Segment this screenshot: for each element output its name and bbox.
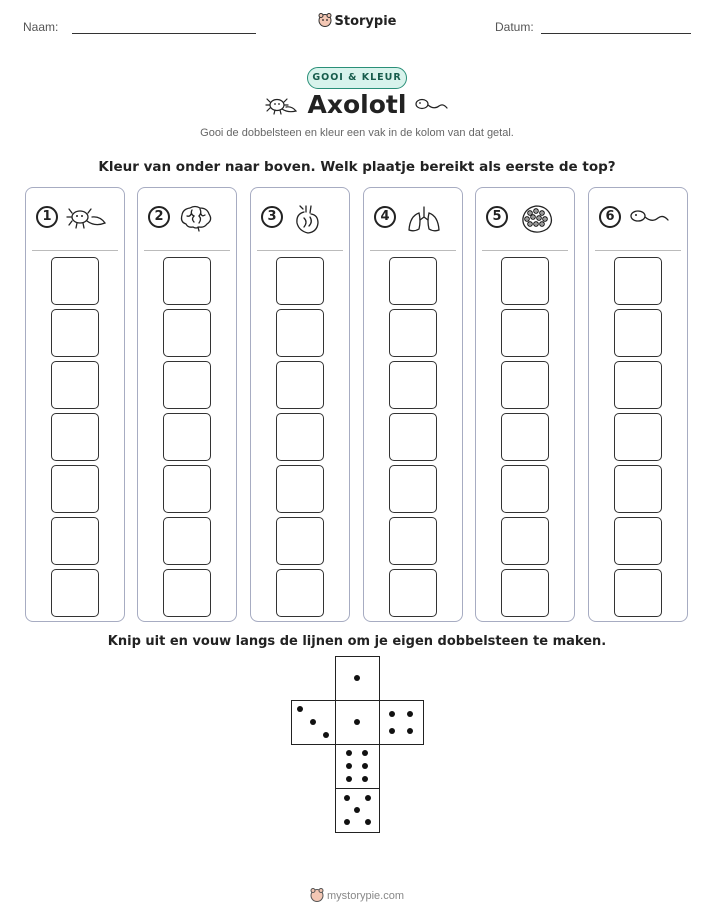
die-pip <box>310 719 316 725</box>
column-number: 3 <box>261 206 283 228</box>
color-cell[interactable] <box>51 465 99 513</box>
die-pip <box>344 795 350 801</box>
color-cell[interactable] <box>163 465 211 513</box>
color-cell[interactable] <box>614 517 662 565</box>
color-cell[interactable] <box>163 257 211 305</box>
color-cell[interactable] <box>501 413 549 461</box>
eggs-icon <box>516 204 558 234</box>
color-cell[interactable] <box>276 569 324 617</box>
column-number: 4 <box>374 206 396 228</box>
column-header <box>26 204 124 240</box>
color-cell[interactable] <box>276 361 324 409</box>
name-label: Naam: <box>23 20 59 34</box>
die-pip <box>346 750 352 756</box>
die-pip <box>323 732 329 738</box>
color-cell[interactable] <box>51 257 99 305</box>
color-cell[interactable] <box>501 361 549 409</box>
color-cell[interactable] <box>389 465 437 513</box>
color-cell[interactable] <box>614 361 662 409</box>
color-cell[interactable] <box>501 465 549 513</box>
color-cell[interactable] <box>163 569 211 617</box>
date-line <box>541 33 691 34</box>
die-pip <box>407 711 413 717</box>
column-divider <box>595 250 681 251</box>
column-3 <box>250 187 350 622</box>
die-pip <box>297 706 303 712</box>
die-pip <box>362 776 368 782</box>
column-number: 1 <box>36 206 58 228</box>
die-pip <box>344 819 350 825</box>
color-cell[interactable] <box>389 309 437 357</box>
name-line <box>72 33 256 34</box>
column-divider <box>32 250 118 251</box>
color-cell[interactable] <box>51 517 99 565</box>
color-cell[interactable] <box>276 413 324 461</box>
die-pip <box>354 807 360 813</box>
column-header <box>138 204 236 240</box>
color-cell[interactable] <box>163 413 211 461</box>
color-cell[interactable] <box>389 413 437 461</box>
column-header <box>251 204 349 240</box>
color-cell[interactable] <box>276 465 324 513</box>
instruction: Kleur van onder naar boven. Welk plaatje bereikt als eerste de top? <box>98 159 616 175</box>
die-pip <box>346 776 352 782</box>
color-cell[interactable] <box>389 361 437 409</box>
color-cell[interactable] <box>51 309 99 357</box>
column-5 <box>475 187 575 622</box>
color-cell[interactable] <box>614 309 662 357</box>
cut-instruction: Knip uit en vouw langs de lijnen om je eigen dobbelsteen te maken. <box>107 634 607 649</box>
brain-icon <box>178 204 220 234</box>
color-cell[interactable] <box>389 569 437 617</box>
brand-name: Storypie <box>334 14 397 29</box>
axolotl-icon <box>66 204 108 234</box>
page-title: Axolotl <box>307 90 407 119</box>
die-face-4 <box>379 700 424 745</box>
brand <box>0 13 714 29</box>
die-pip <box>354 719 360 725</box>
column-header <box>476 204 574 240</box>
color-cell[interactable] <box>614 569 662 617</box>
heart-icon <box>291 204 333 234</box>
color-cell[interactable] <box>51 361 99 409</box>
color-cell[interactable] <box>501 517 549 565</box>
column-2 <box>137 187 237 622</box>
tadpole-icon <box>629 204 671 234</box>
die-pip <box>362 763 368 769</box>
column-header <box>364 204 462 240</box>
die-face-5 <box>335 788 380 833</box>
subtitle: Gooi de dobbelsteen en kleur een vak in de kolom van dat getal. <box>200 127 514 139</box>
color-cell[interactable] <box>51 413 99 461</box>
column-divider <box>370 250 456 251</box>
footer-url: mystorypie.com <box>326 890 405 902</box>
color-cell[interactable] <box>276 309 324 357</box>
die-face-1 <box>335 700 380 745</box>
color-cell[interactable] <box>501 309 549 357</box>
tadpole-icon <box>414 96 448 116</box>
column-header <box>589 204 687 240</box>
color-cell[interactable] <box>389 517 437 565</box>
die-pip <box>365 819 371 825</box>
column-divider <box>257 250 343 251</box>
column-number: 5 <box>486 206 508 228</box>
color-cell[interactable] <box>163 517 211 565</box>
column-divider <box>144 250 230 251</box>
column-1 <box>25 187 125 622</box>
column-6 <box>588 187 688 622</box>
color-cell[interactable] <box>389 257 437 305</box>
color-cell[interactable] <box>276 257 324 305</box>
color-cell[interactable] <box>614 413 662 461</box>
die-pip <box>354 675 360 681</box>
footer <box>0 888 714 902</box>
die-pip <box>365 795 371 801</box>
die-pip <box>407 728 413 734</box>
column-divider <box>482 250 568 251</box>
category-badge: GOOI & KLEUR <box>307 67 407 89</box>
color-cell[interactable] <box>614 465 662 513</box>
color-cell[interactable] <box>501 257 549 305</box>
die-pip <box>389 711 395 717</box>
column-4 <box>363 187 463 622</box>
date-label: Datum: <box>495 20 534 34</box>
storypie-logo-icon <box>310 888 324 902</box>
die-pip <box>346 763 352 769</box>
die-pip <box>362 750 368 756</box>
color-cell[interactable] <box>501 569 549 617</box>
column-number: 2 <box>148 206 170 228</box>
storypie-logo-icon <box>318 13 332 27</box>
color-cell[interactable] <box>276 517 324 565</box>
die-pip <box>389 728 395 734</box>
die-face-6 <box>335 744 380 789</box>
color-cell[interactable] <box>163 309 211 357</box>
color-cell[interactable] <box>51 569 99 617</box>
die-face-3 <box>291 700 336 745</box>
color-cell[interactable] <box>614 257 662 305</box>
die-face-1 <box>335 656 380 701</box>
lungs-icon <box>404 204 446 234</box>
column-number: 6 <box>599 206 621 228</box>
color-cell[interactable] <box>163 361 211 409</box>
